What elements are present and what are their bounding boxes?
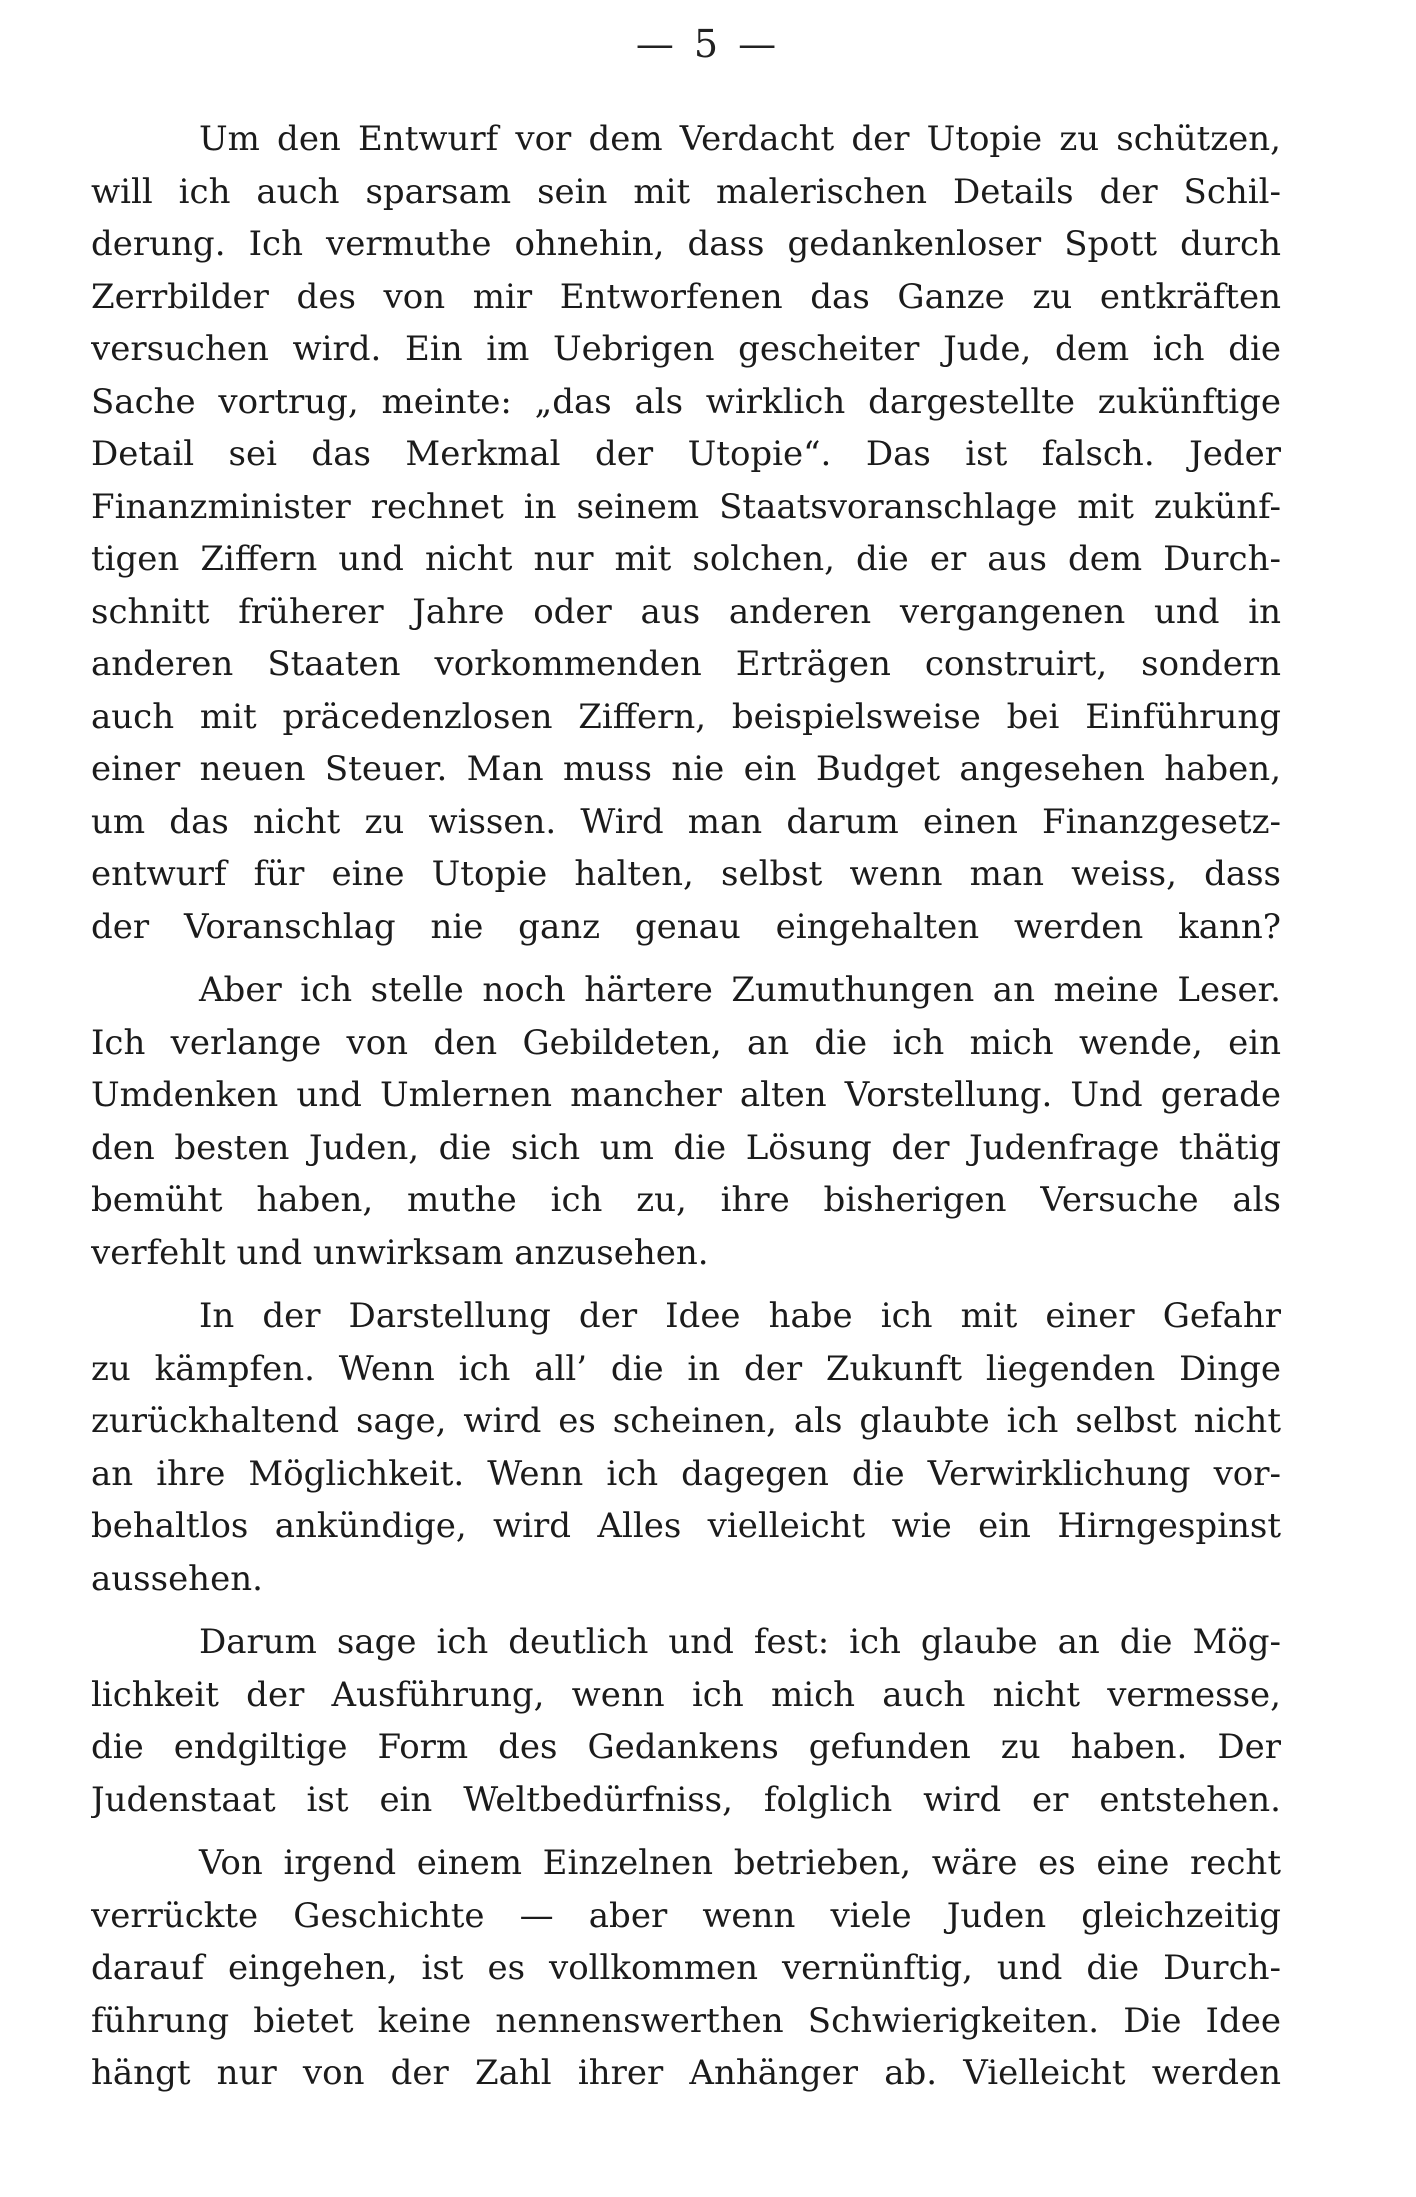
paragraph-3 bbox=[91, 1290, 1281, 1605]
text-line: hängt nur von der Zahl ihrer Anhänger ab. Vielleicht werden bbox=[91, 2053, 1281, 2093]
text-line: lichkeit der Ausführung, wenn ich mich auch nicht vermesse, bbox=[91, 1674, 1281, 1715]
text-line: die endgiltige Form des Gedankens gefunden zu haben. Der bbox=[91, 1727, 1281, 1767]
text-line: um das nicht zu wissen. Wird man darum einen Finanzgesetz- bbox=[91, 801, 1281, 842]
text-line: darauf eingehen, ist es vollkommen vernünftig, und die Durch- bbox=[91, 1948, 1281, 1988]
text-line: an ihre Möglichkeit. Wenn ich dagegen die Verwirklichung vor- bbox=[91, 1453, 1281, 1494]
text-line: versuchen wird. Ein im Uebrigen gescheiter Jude, dem ich die bbox=[91, 329, 1281, 369]
text-line: anderen Staaten vorkommenden Erträgen construirt, sondern bbox=[91, 644, 1281, 684]
text-line: verrückte Geschichte — aber wenn viele Juden gleichzeitig bbox=[91, 1895, 1281, 1936]
text-line: verfehlt und unwirksam anzusehen. bbox=[91, 1232, 709, 1273]
text-line: auch mit präcedenzlosen Ziffern, beispielsweise bei Einführung bbox=[91, 696, 1281, 737]
text-line: schnitt früherer Jahre oder aus anderen vergangenen und in bbox=[91, 591, 1281, 632]
text-line: entwurf für eine Utopie halten, selbst wenn man weiss, dass bbox=[91, 854, 1281, 894]
text-line: Finanzminister rechnet in seinem Staatsvoranschlage mit zukünf- bbox=[91, 486, 1281, 527]
paragraph-4 bbox=[91, 1616, 1281, 1826]
text-line: Um den Entwurf vor dem Verdacht der Utopie zu schützen, bbox=[199, 119, 1281, 159]
text-line: der Voranschlag nie ganz genau eingehalten werden kann? bbox=[91, 906, 1281, 947]
text-line: Sache vortrug, meinte: „das als wirklich dargestellte zukünftige bbox=[91, 381, 1281, 422]
text-line: aussehen. bbox=[91, 1558, 263, 1599]
page-number: — 5 — bbox=[635, 22, 781, 66]
text-line: bemüht haben, muthe ich zu, ihre bisherigen Versuche als bbox=[91, 1180, 1281, 1220]
body-text bbox=[91, 113, 1281, 2100]
text-line: Judenstaat ist ein Weltbedürfniss, folglich wird er entstehen. bbox=[91, 1779, 1281, 1820]
paragraph-2 bbox=[91, 964, 1281, 1279]
text-line: Umdenken und Umlernen mancher alten Vorstellung. Und gerade bbox=[91, 1075, 1281, 1115]
text-line: führung bietet keine nennenswerthen Schwierigkeiten. Die Idee bbox=[91, 2000, 1281, 2041]
text-line: derung. Ich vermuthe ohnehin, dass gedankenloser Spott durch bbox=[91, 224, 1281, 264]
text-line: tigen Ziffern und nicht nur mit solchen, die er aus dem Durch- bbox=[91, 539, 1281, 579]
text-line: den besten Juden, die sich um die Lösung der Judenfrage thätig bbox=[91, 1127, 1281, 1168]
paragraph-1 bbox=[91, 113, 1281, 953]
paragraph-5 bbox=[91, 1837, 1281, 2100]
text-line: Von irgend einem Einzelnen betrieben, wäre es eine recht bbox=[199, 1843, 1281, 1883]
text-line: Detail sei das Merkmal der Utopie“. Das ist falsch. Jeder bbox=[91, 434, 1281, 474]
text-line: In der Darstellung der Idee habe ich mit einer Gefahr bbox=[199, 1296, 1281, 1336]
text-line: Darum sage ich deutlich und fest: ich glaube an die Mög- bbox=[199, 1622, 1281, 1662]
text-line: Ich verlange von den Gebildeten, an die ich mich wende, ein bbox=[91, 1022, 1281, 1063]
text-line: will ich auch sparsam sein mit malerischen Details der Schil- bbox=[91, 171, 1281, 212]
text-line: behaltlos ankündige, wird Alles vielleicht wie ein Hirngespinst bbox=[91, 1506, 1281, 1546]
text-line: einer neuen Steuer. Man muss nie ein Budget angesehen haben, bbox=[91, 749, 1281, 789]
text-line: zurückhaltend sage, wird es scheinen, als glaubte ich selbst nicht bbox=[91, 1401, 1281, 1441]
text-line: Aber ich stelle noch härtere Zumuthungen an meine Leser. bbox=[199, 970, 1281, 1010]
text-line: zu kämpfen. Wenn ich all’ die in der Zukunft liegenden Dinge bbox=[91, 1348, 1281, 1389]
text-line: Zerrbilder des von mir Entworfenen das Ganze zu entkräften bbox=[91, 276, 1281, 317]
